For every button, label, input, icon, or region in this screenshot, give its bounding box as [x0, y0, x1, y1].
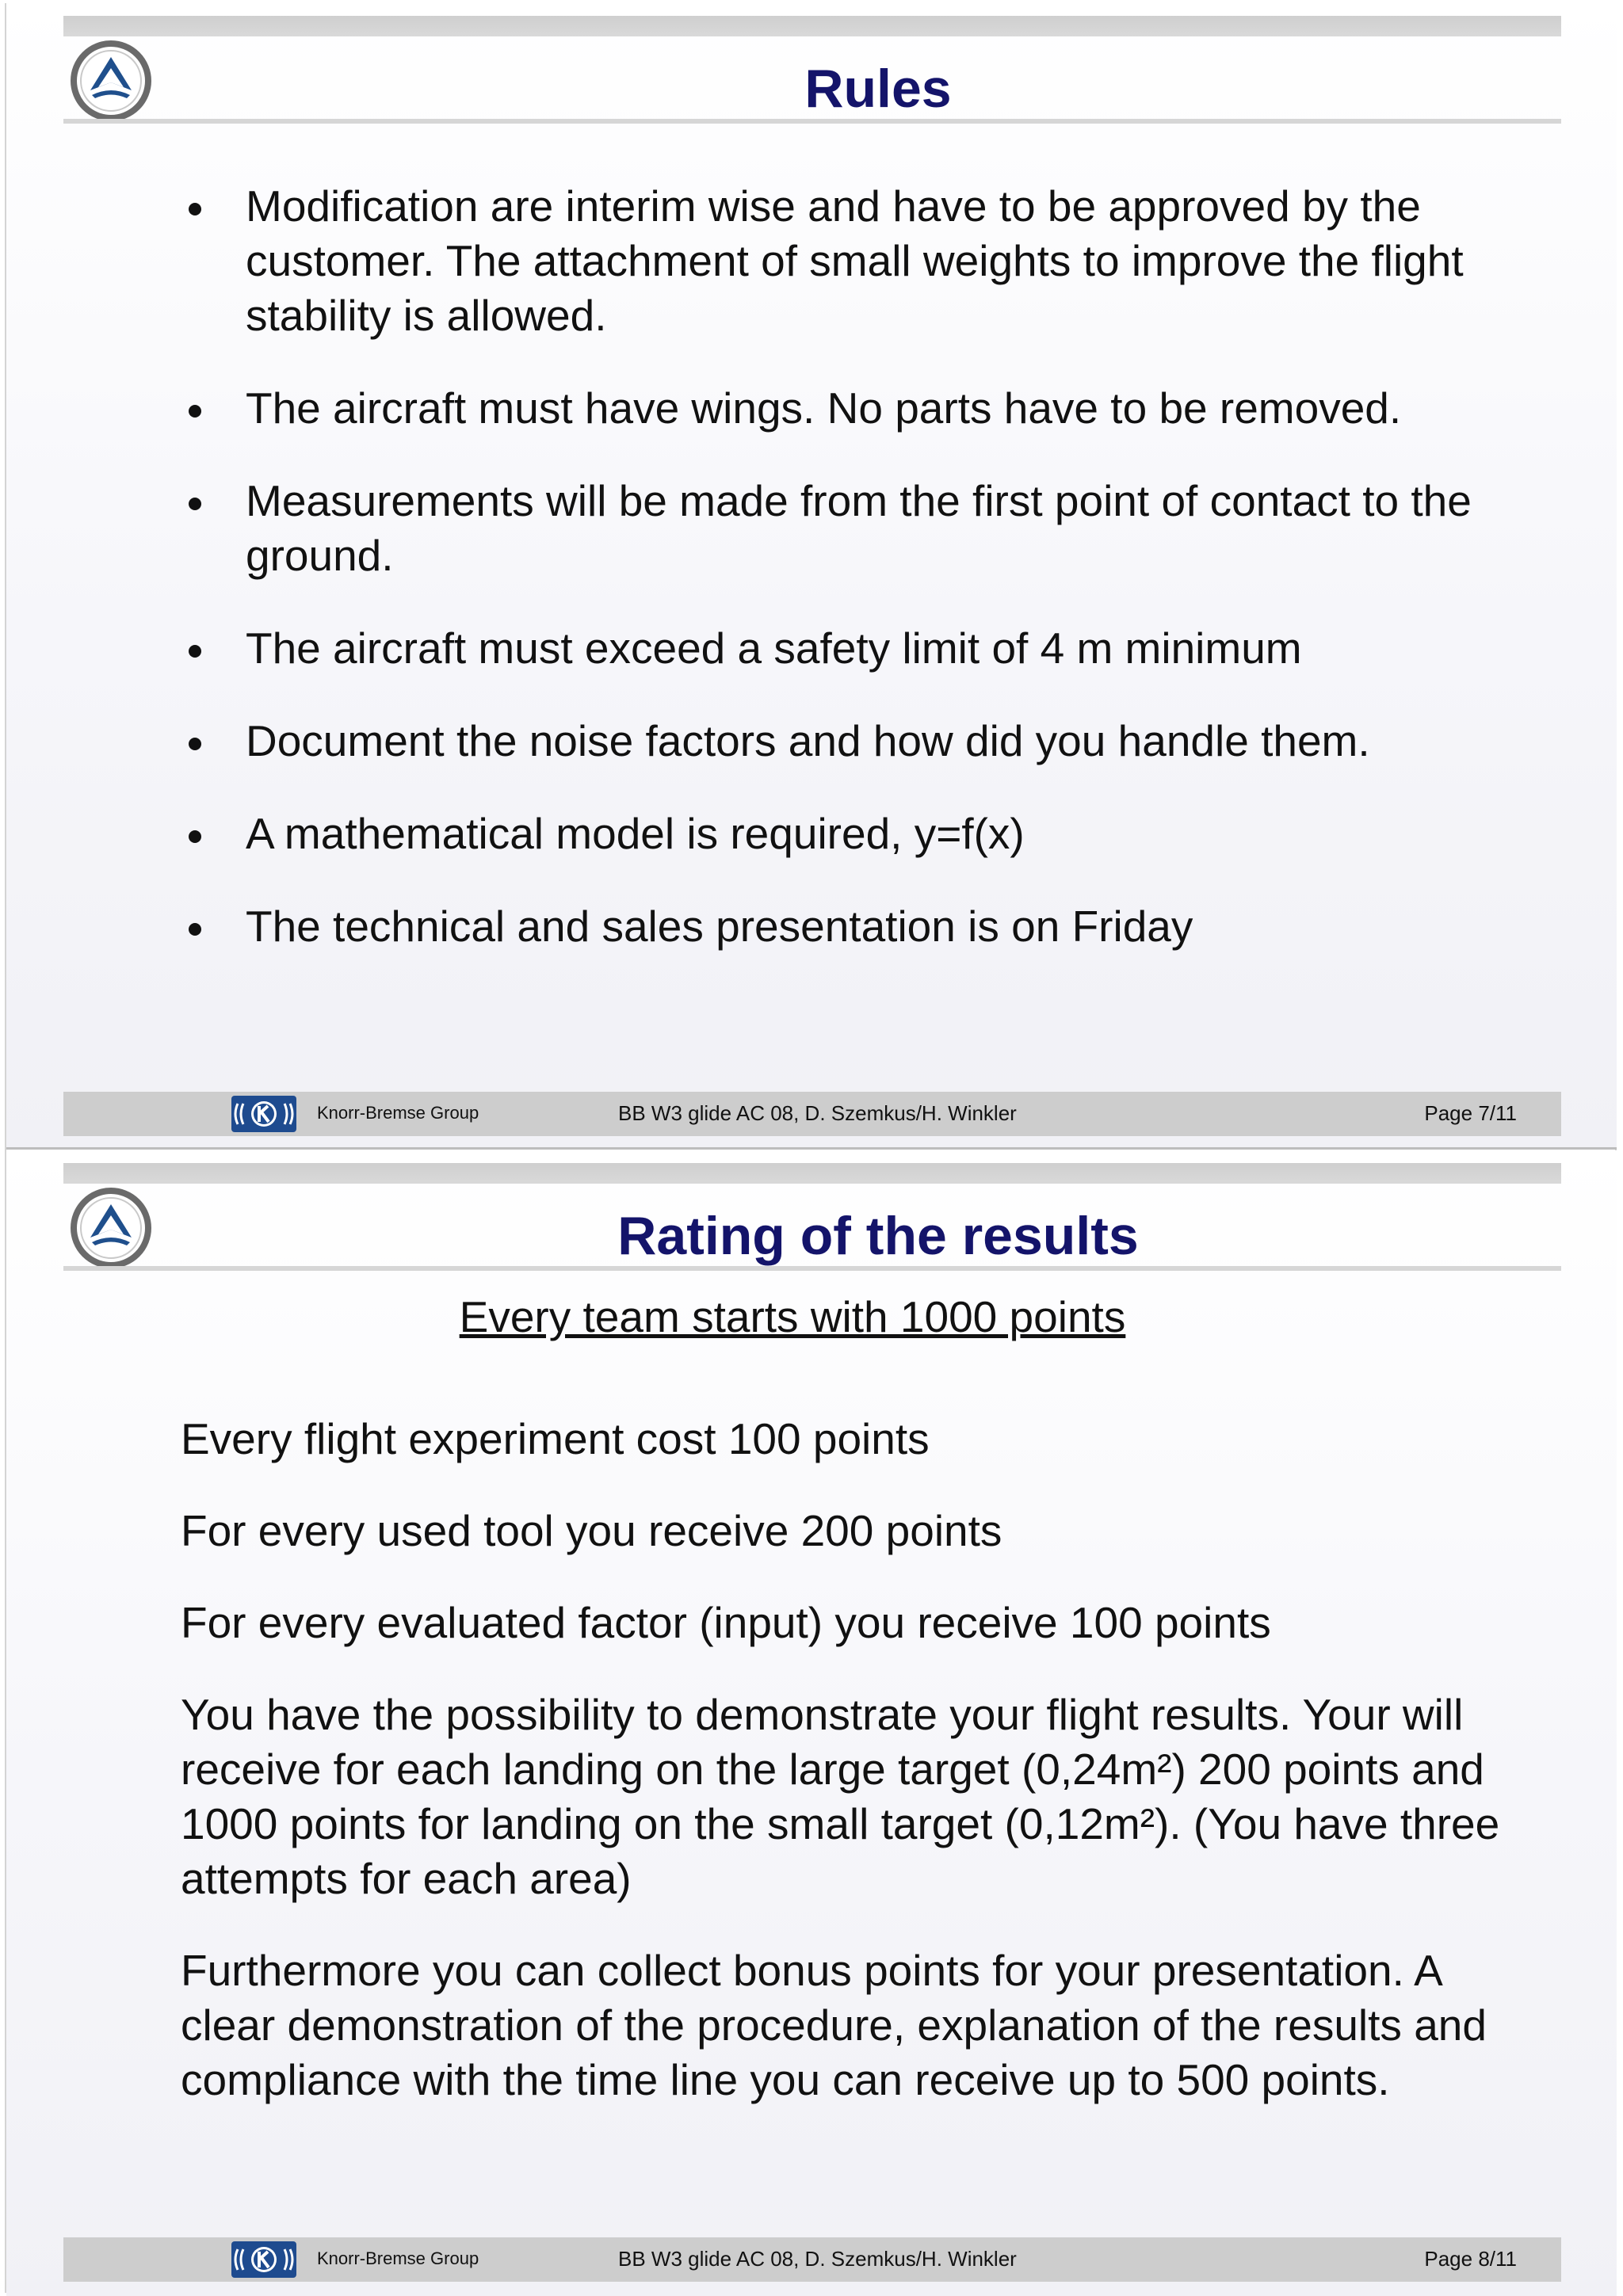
list-item [181, 179, 1528, 343]
footer-company: Knorr-Bremse Group [317, 2248, 479, 2268]
list-item [181, 621, 1528, 676]
rules-bullet-list [181, 179, 1528, 992]
slide-title: Rules [804, 59, 952, 119]
footer-company: Knorr-Bremse Group [317, 1103, 479, 1123]
bullet-dot-icon [189, 203, 201, 215]
slide-top-bar [63, 16, 1561, 36]
bullet-text: Document the noise factors and how did you handle them. [246, 716, 1370, 765]
bullet-text: The aircraft must exceed a safety limit of 4 m minimum [246, 624, 1302, 673]
knorr-bremse-logo-icon [231, 1096, 296, 1132]
knorr-bremse-logo-icon [231, 2241, 296, 2278]
list-item [181, 807, 1528, 861]
footer-course-info: BB W3 glide AC 08, D. Szemkus/H. Winkler [618, 2247, 1017, 2271]
footer-page-number: Page 7/11 [1424, 1101, 1517, 1125]
bullet-text: The technical and sales presentation is on Friday [246, 902, 1193, 951]
bullet-dot-icon [189, 405, 201, 418]
paragraph: You have the possibility to demonstrate your flight results. Your will receive for each landing on the large target (0,24m²) 200 points and 1000 points for landing on the small target (0,12m²). (You have three attempts for each area) [181, 1690, 1500, 1903]
aircraft-ring-logo-icon [68, 38, 154, 124]
bullet-dot-icon [189, 923, 201, 936]
bullet-dot-icon [189, 498, 201, 510]
footer-page-number: Page 8/11 [1424, 2247, 1517, 2271]
bullet-dot-icon [189, 738, 201, 750]
paragraph: For every used tool you receive 200 points [181, 1506, 1002, 1555]
slide-divider [6, 1147, 1617, 1150]
paragraph: For every evaluated factor (input) you receive 100 points [181, 1598, 1271, 1647]
rating-rules [181, 1412, 1544, 2145]
paragraph: Furthermore you can collect bonus points for your presentation. A clear demonstration of the procedure, explanation of the results and compliance with the time line you can receive up to 500 points. [181, 1946, 1487, 2104]
slide-subtitle: Every team starts with 1000 points [459, 1292, 1126, 1341]
bullet-text: The aircraft must have wings. No parts have to be removed. [246, 383, 1402, 433]
bullet-dot-icon [189, 830, 201, 843]
footer-course-info: BB W3 glide AC 08, D. Szemkus/H. Winkler [618, 1101, 1017, 1125]
slide-rules [6, 3, 1617, 1149]
bullet-text: Measurements will be made from the first point of contact to the ground. [246, 476, 1472, 580]
bullet-text: A mathematical model is required, y=f(x) [246, 809, 1025, 858]
list-item [181, 714, 1528, 769]
paragraph: Every flight experiment cost 100 points [181, 1414, 930, 1463]
list-item [181, 381, 1528, 436]
slide-title: Rating of the results [617, 1206, 1139, 1266]
aircraft-ring-logo-icon [68, 1185, 154, 1271]
list-item [181, 474, 1528, 583]
list-item [181, 899, 1528, 954]
bullet-text: Modification are interim wise and have to be approved by the customer. The attachment of small weights to improve the flight stability is allowed. [246, 181, 1464, 340]
bullet-dot-icon [189, 645, 201, 658]
slide-top-bar [63, 1163, 1561, 1184]
slide-footer [63, 1092, 1561, 1136]
slide-footer [63, 2237, 1561, 2282]
